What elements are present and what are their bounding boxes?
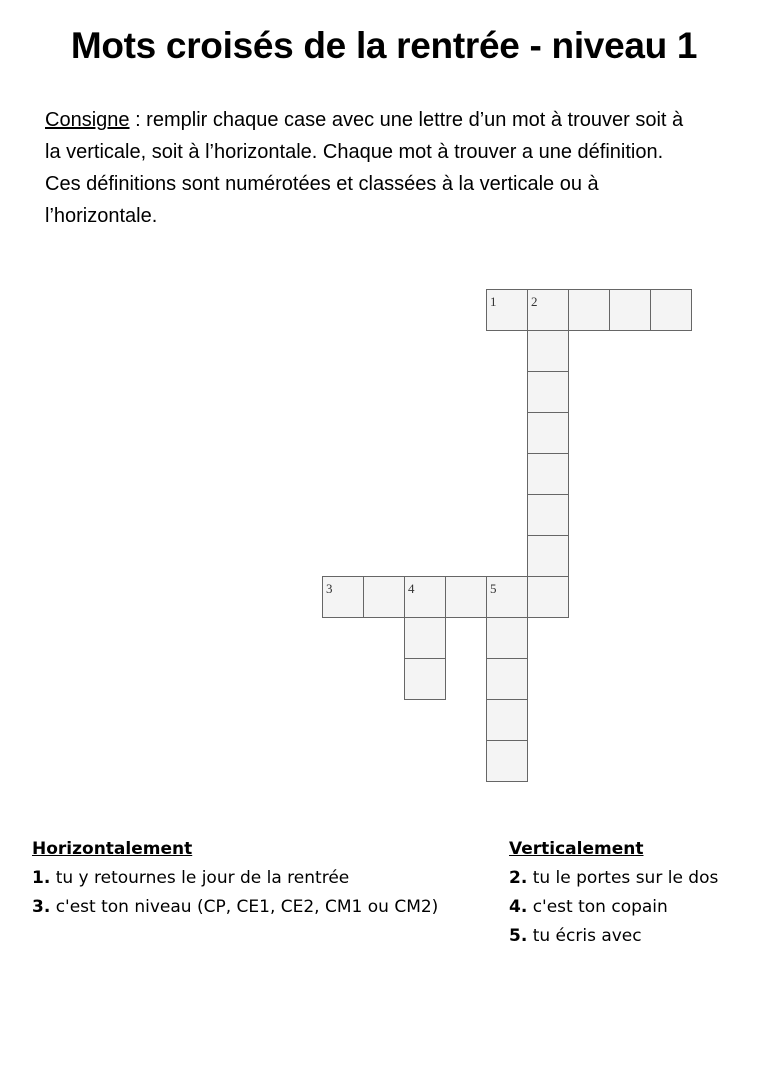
clue-number: 2. (509, 868, 528, 888)
letter-input[interactable] (487, 577, 527, 617)
clue-number: 1. (32, 868, 51, 888)
letter-input[interactable] (528, 495, 568, 535)
crossword-cell[interactable] (527, 330, 569, 372)
clue-text: tu y retournes le jour de la rentrée (50, 868, 350, 888)
crossword-cell[interactable] (363, 576, 405, 618)
clues-vertical (509, 835, 718, 951)
letter-input[interactable] (405, 659, 445, 699)
clue-item (509, 864, 718, 893)
letter-input[interactable] (528, 413, 568, 453)
page-title: Mots croisés de la rentrée - niveau 1 (70, 25, 698, 66)
crossword-cell[interactable] (609, 289, 651, 331)
crossword-cell[interactable] (486, 576, 528, 618)
clue-text: tu le portes sur le dos (527, 868, 719, 888)
crossword-cell[interactable] (486, 699, 528, 741)
letter-input[interactable] (446, 577, 486, 617)
letter-input[interactable] (487, 741, 527, 781)
letter-input[interactable] (610, 290, 650, 330)
crossword-cell[interactable] (486, 289, 528, 331)
clue-number-label: 1 (490, 294, 497, 309)
clue-text: c'est ton niveau (CP, CE1, CE2, CM1 ou CM2) (50, 897, 439, 917)
letter-input[interactable] (405, 618, 445, 658)
clue-item (509, 922, 718, 951)
clue-item (509, 893, 718, 922)
clue-item (32, 864, 438, 893)
crossword-cell[interactable] (527, 412, 569, 454)
letter-input[interactable] (364, 577, 404, 617)
clue-number: 3. (32, 897, 51, 917)
crossword-cell[interactable] (404, 617, 446, 659)
clues-horizontal (32, 835, 438, 922)
clue-number: 5. (509, 926, 528, 946)
clue-number-label: 4 (408, 581, 415, 596)
crossword-cell[interactable] (527, 453, 569, 495)
letter-input[interactable] (528, 290, 568, 330)
crossword-cell[interactable] (404, 658, 446, 700)
letter-input[interactable] (487, 700, 527, 740)
letter-input[interactable] (651, 290, 691, 330)
crossword-cell[interactable] (568, 289, 610, 331)
crossword-cell[interactable] (527, 576, 569, 618)
clues-horizontal-heading: Horizontalement (32, 839, 193, 859)
clues-vertical-heading: Verticalement (509, 839, 644, 859)
clue-text: tu écris avec (527, 926, 642, 946)
letter-input[interactable] (323, 577, 363, 617)
letter-input[interactable] (487, 618, 527, 658)
letter-input[interactable] (528, 536, 568, 576)
letter-input[interactable] (569, 290, 609, 330)
crossword-cell[interactable] (486, 617, 528, 659)
crossword-cell[interactable] (650, 289, 692, 331)
clue-number: 4. (509, 897, 528, 917)
clue-number-label: 5 (490, 581, 497, 596)
instructions-label: Consigne (45, 109, 130, 131)
letter-input[interactable] (528, 331, 568, 371)
crossword-cell[interactable] (486, 740, 528, 782)
crossword-cell[interactable] (445, 576, 487, 618)
crossword-cell[interactable] (527, 535, 569, 577)
letter-input[interactable] (528, 454, 568, 494)
clue-item (32, 893, 438, 922)
letter-input[interactable] (528, 577, 568, 617)
letter-input[interactable] (528, 372, 568, 412)
instructions-text: : remplir chaque case avec une lettre d’un mot à trouver soit à la verticale, soit à l’horizontale. Chaque mot à trouver a une définition. Ces définitions sont numérotées et classées à la verticale ou à l’horizontale. (45, 109, 684, 227)
clue-text: c'est ton copain (527, 897, 668, 917)
letter-input[interactable] (487, 659, 527, 699)
crossword-cell[interactable] (527, 494, 569, 536)
letter-input[interactable] (487, 290, 527, 330)
letter-input[interactable] (405, 577, 445, 617)
crossword-cell[interactable] (404, 576, 446, 618)
crossword-cell[interactable] (527, 289, 569, 331)
clue-number-label: 2 (531, 294, 538, 309)
clue-number-label: 3 (326, 581, 333, 596)
crossword-cell[interactable] (322, 576, 364, 618)
crossword-cell[interactable] (527, 371, 569, 413)
crossword-cell[interactable] (486, 658, 528, 700)
